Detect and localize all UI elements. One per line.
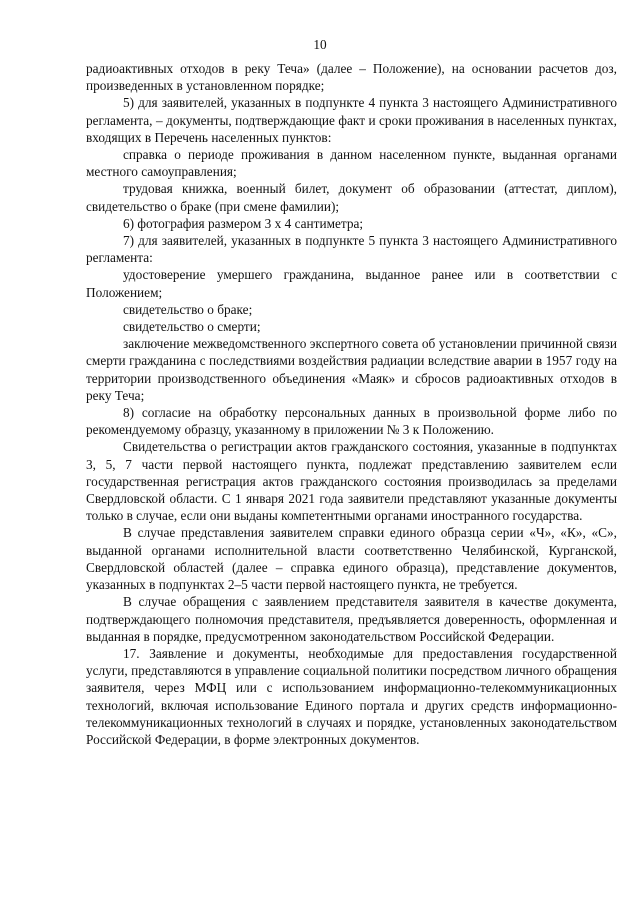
paragraph: 6) фотография размером 3 х 4 сантиметра; [123,215,364,231]
page-number: 10 [313,37,327,52]
paragraph: свидетельство о браке; [123,301,253,317]
paragraph: заключение межведомственного экспертного совета об установлении причинной связи смерти гражданина с последствиями воздействия радиации вследствие аварии в 1957 году на территории производственного объединения «Маяк» и сбросов радиоактивных отходов в реку Теча; [86,336,617,403]
paragraph: радиоактивных отходов в реку Теча» (далее – Положение), на основании расчетов доз, произведенных в установленном порядке; [86,61,617,94]
document-body [86,60,617,748]
paragraph: трудовая книжка, военный билет, документ об образовании (аттестат, диплом), свидетельство о браке (при смене фамилии); [86,181,617,214]
paragraph: В случае представления заявителем справки единого образца серии «Ч», «К», «С», выданной органами исполнительной власти соответственно Челябинской, Курганской, Свердловской областей (далее – справка единого образца), представление документов, указанных в подпунктах 2–5 части первой настоящего пункта, не требуется. [86,525,617,593]
paragraph: справка о периоде проживания в данном населенном пункте, выданная органами местного самоуправления; [86,147,617,180]
paragraph: 7) для заявителей, указанных в подпункте 5 пункта 3 настоящего Административного регламента: [86,233,617,266]
paragraph: В случае обращения с заявлением представителя заявителя в качестве документа, подтверждающего полномочия представителя, предъявляется доверенность, оформленная и выданная в порядке, предусмотренном законодательством Российской Федерации. [86,594,617,644]
paragraph: 17. Заявление и документы, необходимые для предоставления государственной услуги, представляются в управление социальной политики посредством личного обращения заявителя, через МФЦ или с использованием информационно-телекоммуникационных технологий, включая использование Единого портала и других средств информационно-телекоммуникационных технологий в случаях и порядке, установленных законодательством Российской Федерации, в форме электронных документов. [86,645,617,747]
paragraph: 5) для заявителей, указанных в подпункте 4 пункта 3 настоящего Административного регламента, – документы, подтверждающие факт и сроки проживания в населенных пунктах, входящих в Перечень населенных пунктов: [86,95,617,145]
paragraph: Свидетельства о регистрации актов гражданского состояния, указанные в подпунктах 3, 5, 7 части первой настоящего пункта, подлежат представлению заявителем если государственная регистрация актов гражданского состояния производилась за пределами Свердловской области. С 1 января 2021 года заявители представляют указанные документы только в случае, если они выданы компетентными органами иностранного государства. [86,439,617,524]
paragraph: 8) согласие на обработку персональных данных в произвольной форме либо по рекомендуемому образцу, указанному в приложении № 3 к Положению. [86,405,617,438]
paragraph: удостоверение умершего гражданина, выданное ранее или в соответствии с Положением; [86,267,617,300]
paragraph: свидетельство о смерти; [123,319,261,335]
